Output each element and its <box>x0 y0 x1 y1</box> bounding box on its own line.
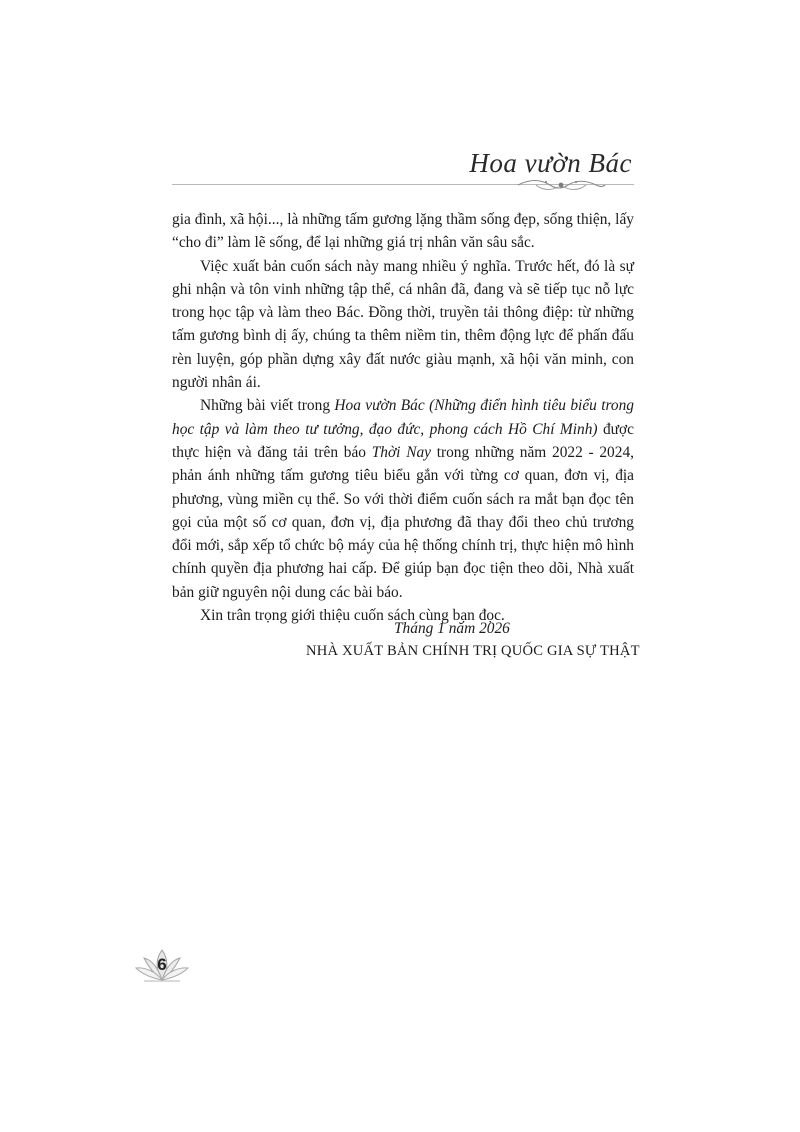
page-number: 6 <box>157 955 167 974</box>
page-header <box>0 0 800 200</box>
book-title: Hoa vườn Bác (Những điển hình tiêu biểu trong học tập và làm theo tư tưởng, đạo đức, phong cách Hồ Chí Minh) <box>172 397 634 438</box>
paragraph-3-text-a: Những bài viết trong <box>200 397 335 415</box>
preface-body <box>172 208 634 627</box>
paragraph-3-text-b: được thực hiện và đăng tải trên báo <box>172 420 634 461</box>
newspaper-name: Thời Nay <box>371 443 431 461</box>
flourish-ornament-icon <box>516 176 606 194</box>
signoff-date: Tháng 1 năm 2026 <box>394 620 510 637</box>
paragraph-3 <box>172 394 634 604</box>
running-header-title: Hoa vườn Bác <box>469 148 632 178</box>
paragraph-2: Việc xuất bản cuốn sách này mang nhiều ý nghĩa. Trước hết, đó là sự ghi nhận và tôn vinh những tập thể, cá nhân đã, đang và sẽ tiếp tục nỗ lực trong học tập và làm theo Bác. Đồng thời, truyền tải thông điệp: từ những tấm gương bình dị ấy, chúng ta thêm niềm tin, thêm động lực để phấn đấu rèn luyện, góp phần dựng xây đất nước giàu mạnh, xã hội văn minh, con người nhân ái. <box>172 257 634 392</box>
paragraph-4: Xin trân trọng giới thiệu cuốn sách cùng bạn đọc. <box>200 607 505 625</box>
page-number-badge <box>134 946 190 986</box>
signoff-publisher: NHÀ XUẤT BẢN CHÍNH TRỊ QUỐC GIA SỰ THẬT <box>306 643 640 659</box>
paragraph-3-text-c: trong những năm 2022 - 2024, phản ánh những tấm gương tiêu biểu gắn với từng cơ quan, đơn vị, địa phương, vùng miền cụ thể. So với thời điểm cuốn sách ra mắt bạn đọc tên gọi của một số cơ quan, đơn vị, địa phương đã thay đổi theo chủ trương đổi mới, sắp xếp tổ chức bộ máy của hệ thống chính trị, thực hiện mô hình chính quyền địa phương hai cấp. Để giúp bạn đọc tiện theo dõi, Nhà xuất bản giữ nguyên nội dung các bài báo. <box>172 443 634 601</box>
paragraph-1: gia đình, xã hội..., là những tấm gương lặng thầm sống đẹp, sống thiện, lấy “cho đi” làm lẽ sống, để lại những giá trị nhân văn sâu sắc. <box>172 211 634 252</box>
